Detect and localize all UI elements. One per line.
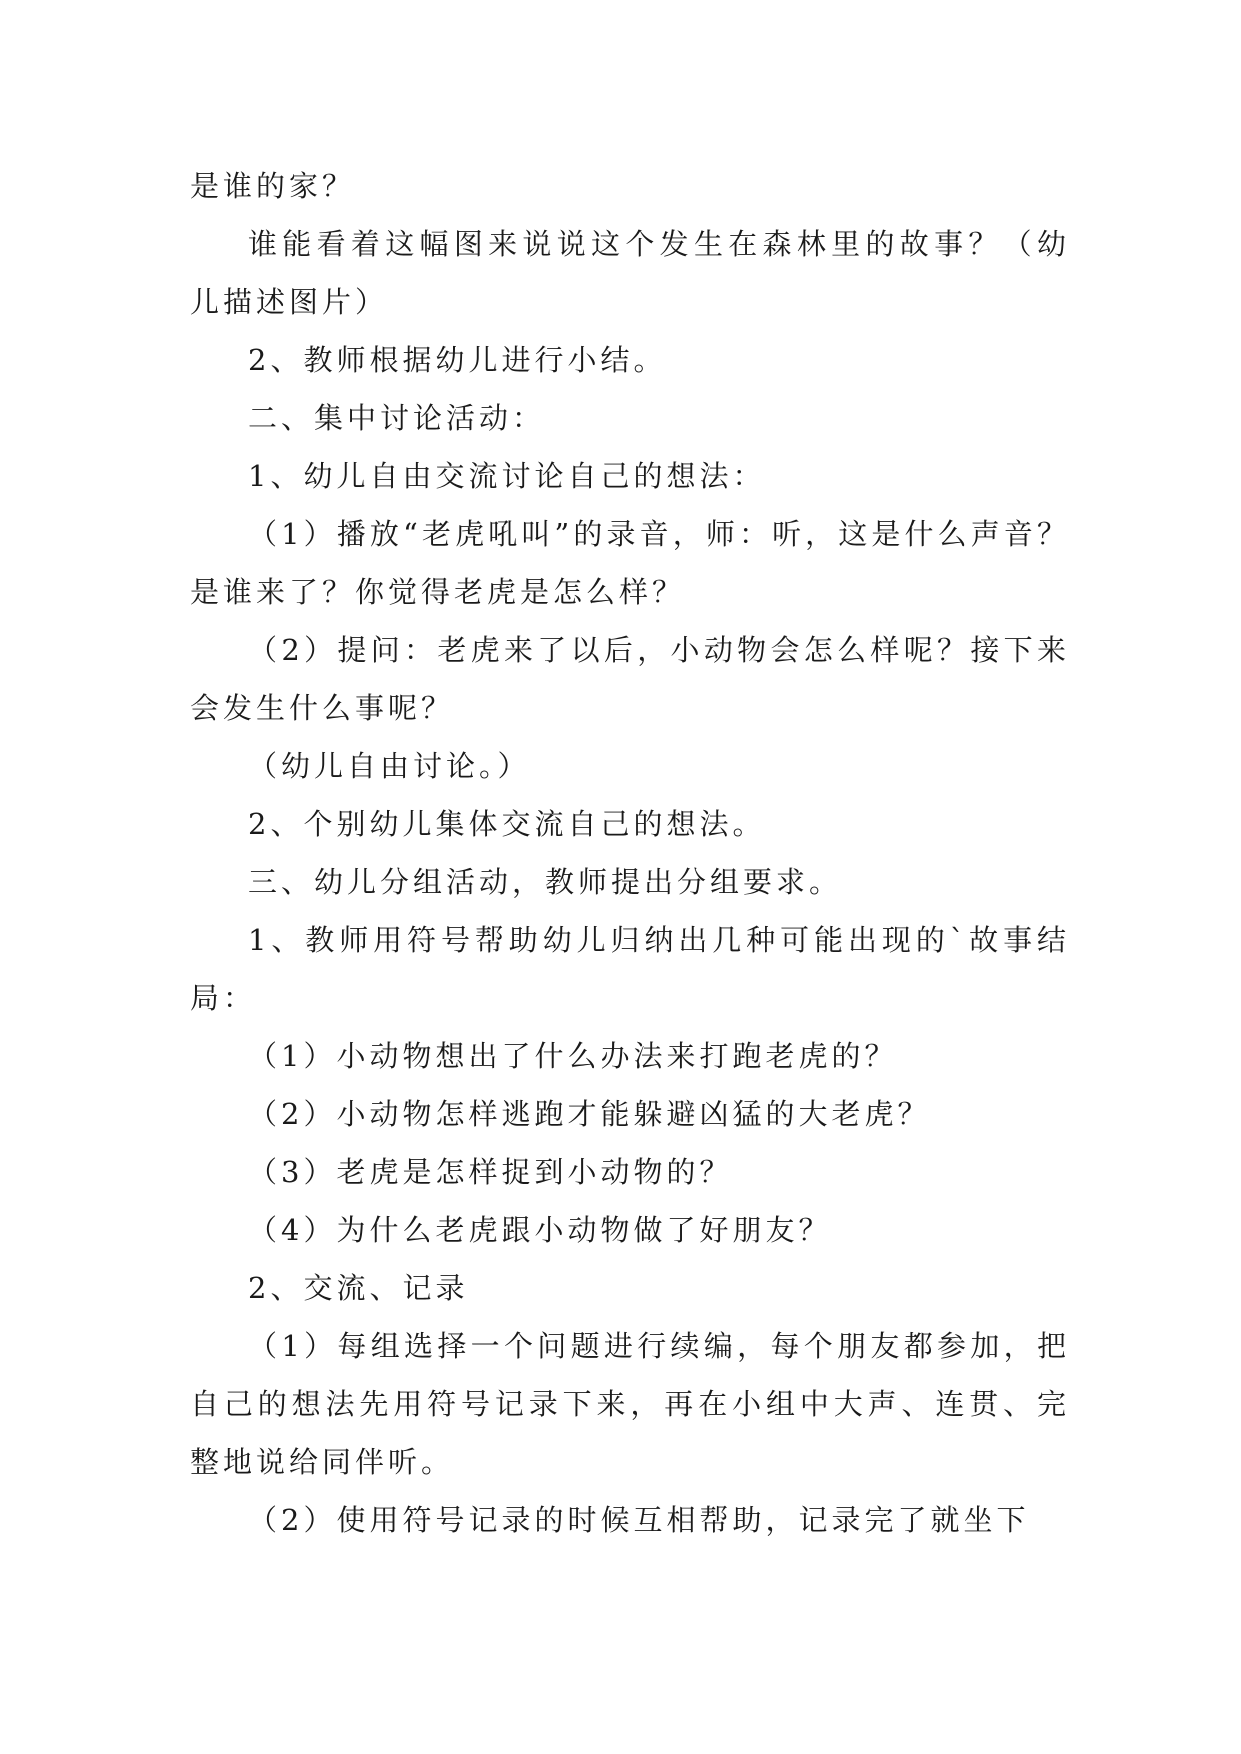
paragraph: 三、幼儿分组活动，教师提出分组要求。 <box>248 865 843 899</box>
paragraph: （1）播放“老虎吼叫”的录音，师：听，这是什么声音？是谁来了？你觉得老虎是怎么样？ <box>190 517 1070 609</box>
paragraph: （3）老虎是怎样捉到小动物的？ <box>248 1155 733 1189</box>
paragraph: 谁能看着这幅图来说说这个发生在森林里的故事？（幼儿描述图片） <box>190 227 1070 319</box>
paragraph: （2）提问：老虎来了以后，小动物会怎么样呢？接下来会发生什么事呢？ <box>190 633 1070 725</box>
document-body <box>190 157 1070 1549</box>
paragraph: 二、集中讨论活动： <box>248 401 546 435</box>
paragraph: （幼儿自由讨论。） <box>248 749 531 783</box>
paragraph: 2、个别幼儿集体交流自己的想法。 <box>248 807 766 841</box>
paragraph: （1）小动物想出了什么办法来打跑老虎的？ <box>248 1039 898 1073</box>
paragraph: 2、交流、记录 <box>248 1271 469 1305</box>
paragraph: （2）小动物怎样逃跑才能躲避凶猛的大老虎？ <box>248 1097 931 1131</box>
paragraph: （4）为什么老虎跟小动物做了好朋友？ <box>248 1213 832 1247</box>
paragraph: 1、幼儿自由交流讨论自己的想法： <box>248 459 766 493</box>
paragraph: 是谁的家？ <box>190 169 356 203</box>
paragraph: （2）使用符号记录的时候互相帮助，记录完了就坐下 <box>248 1503 1030 1537</box>
paragraph: （1）每组选择一个问题进行续编，每个朋友都参加，把自己的想法先用符号记录下来，再在小组中大声、连贯、完整地说给同伴听。 <box>190 1329 1070 1479</box>
paragraph: 2、教师根据幼儿进行小结。 <box>248 343 667 377</box>
paragraph: 1、教师用符号帮助幼儿归纳出几种可能出现的`故事结局： <box>190 923 1070 1015</box>
